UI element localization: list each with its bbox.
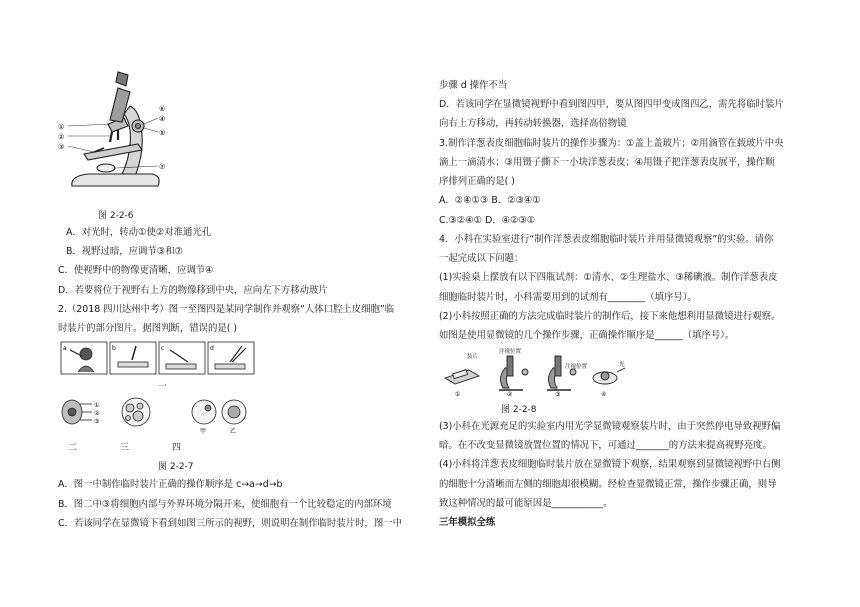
q3-stem: 序排列正确的是( ) <box>439 176 515 187</box>
figure-label: 注视位置 <box>499 349 522 355</box>
cell-part-label: ③ <box>94 418 100 425</box>
microscope-label: ① <box>58 123 65 131</box>
figure-label-three: 三 <box>120 443 130 453</box>
q3-options: C.③②④① D．④②③① <box>439 215 536 226</box>
step-tag: b <box>112 345 116 352</box>
q3-stem: 滴上一滴清水；③用镊子撕下一小块洋葱表皮；④用镊子把洋葱表皮展平，操作顺 <box>439 157 775 168</box>
q4-part-3: 暗。在不改变显微镜放置位置的情况下，可通过_______的方法来提高视野亮度。 <box>439 440 772 451</box>
q1-option-d: D．若要将位于视野右上方的物像移到中央，应向左下方移动玻片 <box>58 285 328 296</box>
q1-option-b: B．视野过暗，应调节③和⑦ <box>66 246 183 257</box>
q4-part-2: (2)小科按照正确的方法完成临时装片的制作后，接下来他想利用显微镜进行观察。 <box>439 311 781 322</box>
figure-caption: 图 2-2-7 <box>158 462 194 472</box>
microscope-steps-figure <box>439 344 629 398</box>
figure-caption: 图 2-2-8 <box>501 405 537 415</box>
q4-part-4: (4)小科将洋葱表皮细胞临时装片放在显微镜下观察，结果观察到显微镜视野中右侧 <box>439 459 781 470</box>
figure-caption: 图 2-2-6 <box>98 211 134 221</box>
figure-four-sub: 甲 <box>200 428 207 435</box>
microscope-label: ② <box>58 133 65 141</box>
step-number: ① <box>455 391 461 398</box>
figure-label: 光 <box>619 362 625 368</box>
figure-label: 注视位置 <box>565 364 588 370</box>
q2-option-b: B．图二中③将细胞内部与外界环境分隔开来，使细胞有一个比较稳定的内部环境 <box>58 499 392 510</box>
q2-stem: 时装片的部分图片。据图判断，错误的是( ) <box>58 323 238 334</box>
q3-options: A．②④①③ B．②③④① <box>439 195 541 206</box>
step-number: ② <box>507 391 513 398</box>
cell-part-label: ① <box>94 402 100 409</box>
step-tag: a <box>63 345 67 352</box>
q4-part-1: 细胞临时装片时，小科需要用到的试剂有________（填序号）。 <box>439 292 697 303</box>
q4-part-1: (1)实验桌上摆放有以下四瓶试剂：①清水、②生理盐水、③稀碘液。制作洋葱表皮 <box>439 272 778 283</box>
figure-label-two: 二 <box>68 443 78 453</box>
text-line: D．若该同学在显微镜视野中看到图四甲，要从图四甲变成图四乙，需先将临时装片 <box>439 99 784 110</box>
section-title: 三年模拟全练 <box>439 517 496 528</box>
cell-part-label: ② <box>94 410 100 417</box>
q4-part-4: 的细胞十分清晰而左侧的细胞却很模糊。经检查显微镜正常，操作步骤正确，则导 <box>439 479 777 490</box>
q4-stem: 一起完成以下问题： <box>439 253 524 264</box>
microscope-label: ③ <box>58 143 65 151</box>
figure-four-sub: 乙 <box>230 428 237 435</box>
microscope-label: ⑥ <box>159 105 166 113</box>
step-number: ④ <box>601 391 607 398</box>
q2-option-c: C．若该同学在显微镜下看到如图三所示的视野，则说明在制作临时装片时，图一中 <box>58 518 403 529</box>
q1-option-c: C．使视野中的物像更清晰，应调节④ <box>58 265 214 276</box>
q2-option-a: A．图一中制作临时装片正确的操作顺序是 c→a→d→b <box>58 479 283 490</box>
step-tag: d <box>210 345 214 352</box>
step-tag: c <box>161 345 165 352</box>
q4-part-3: (3)小科在光源充足的实验室内用光学显微镜观察装片时，由于突然停电导致视野偏 <box>439 421 781 432</box>
step-number: ③ <box>555 391 561 398</box>
text-line: 步骤 d 操作不当 <box>439 80 508 91</box>
figure-label: 装片 <box>467 354 479 360</box>
microscope-label: ④ <box>159 115 166 123</box>
q2-stem: 2.（2018 四川达州中考）图一至图四是某同学制作并观察“人体口腔上皮细胞”临 <box>58 304 395 315</box>
q4-part-4: 致这种情况的最可能原因是___________。 <box>439 498 613 509</box>
q4-part-2: 如图是使用显微镜的几个操作步骤，正确操作顺序是______（填序号）。 <box>439 330 735 341</box>
figure-one-steps <box>60 340 260 376</box>
text-line: 向右上方移动，再转动转换器，选择高倍物镜 <box>439 118 627 129</box>
figure-cells <box>58 392 258 436</box>
microscope-label: ⑦ <box>159 163 166 171</box>
figure-label-four: 四 <box>172 443 182 453</box>
microscope-label: ⑤ <box>159 129 166 137</box>
q1-option-a: A．对光时，转动①使②对准通光孔 <box>66 227 212 238</box>
microscope-figure <box>58 62 168 202</box>
q4-stem: 4．小科在实验室进行“制作洋葱表皮细胞临时装片并用显微镜观察”的实验。请你 <box>439 234 774 245</box>
q3-stem: 3.制作洋葱表皮细胞临时装片的操作步骤为：①盖上盖玻片；②用滴管在载玻片中央 <box>439 138 784 149</box>
figure-label-one: 一 <box>158 382 168 392</box>
